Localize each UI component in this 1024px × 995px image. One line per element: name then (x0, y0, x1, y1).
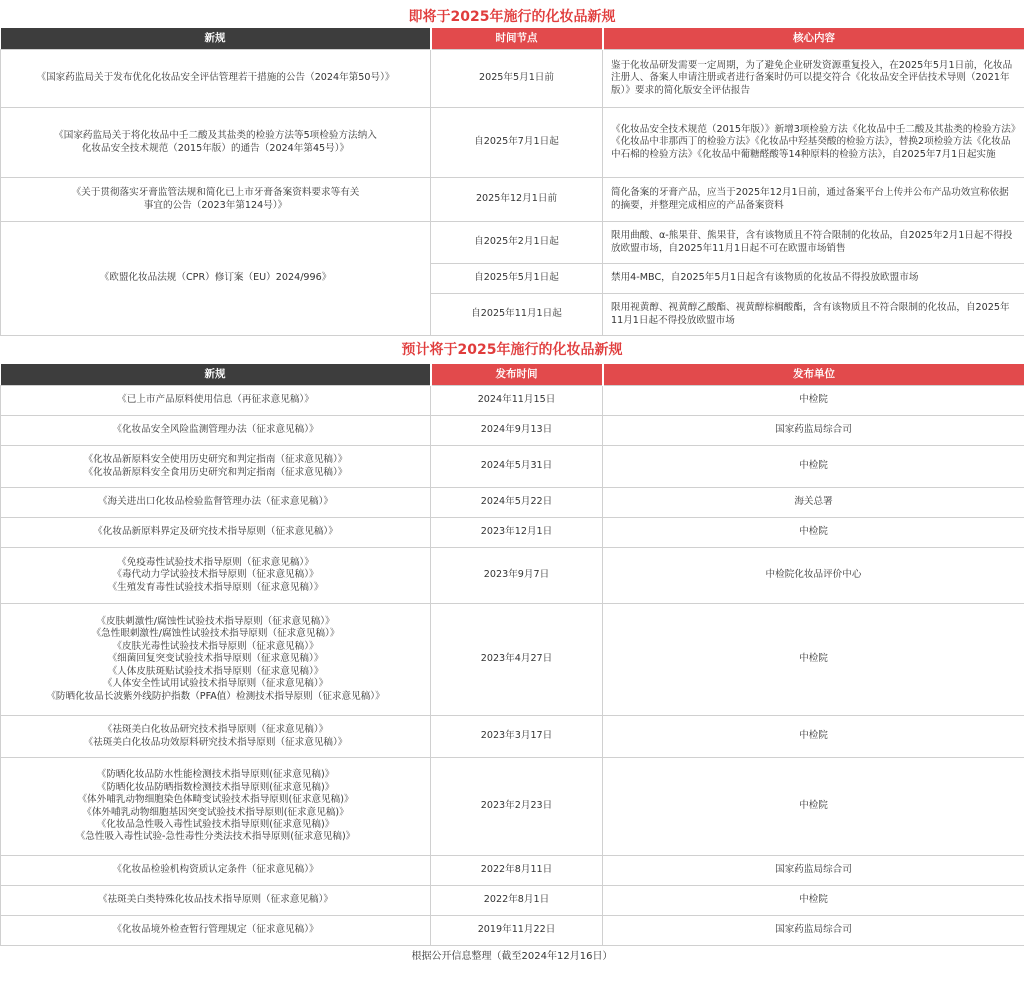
header-rule: 新规 (1, 364, 431, 386)
org-cell: 国家药监局综合司 (603, 856, 1024, 886)
org-cell: 中检院化妆品评价中心 (603, 548, 1024, 604)
org-cell: 国家药监局综合司 (603, 916, 1024, 946)
rule-cell: 《化妆品检验机构资质认定条件（征求意见稿）》 (1, 856, 431, 886)
footer-note: 根据公开信息整理（截至2024年12月16日） (411, 951, 613, 962)
org-cell: 中检院 (603, 716, 1024, 758)
table-row (1, 716, 1024, 758)
content-cell: 限用视黄醇、视黄醇乙酸酯、视黄醇棕榈酸酯，含有该物质且不符合限制的化妆品，自2025年11月1日起不得投放欧盟市场 (603, 294, 1024, 336)
table-row (1, 856, 1024, 886)
time-cell: 2025年12月1日前 (431, 178, 603, 222)
org-cell: 国家药监局综合司 (603, 416, 1024, 446)
table-row (1, 604, 1024, 716)
rule-cell: 《免疫毒性试验技术指导原则（征求意见稿）》 《毒代动力学试验技术指导原则（征求意见稿）》 《生殖发育毒性试验技术指导原则（征求意见稿）》 (1, 548, 431, 604)
date-cell: 2024年9月13日 (431, 416, 603, 446)
rule-cell: 《化妆品安全风险监测管理办法（征求意见稿）》 (1, 416, 431, 446)
rule-cell: 《祛斑美白类特殊化妆品技术指导原则（征求意见稿）》 (1, 886, 431, 916)
table-row (1, 548, 1024, 604)
table-row (1, 108, 1024, 178)
section1-header-row (1, 28, 1024, 50)
section2-title: 预计将于2025年施行的化妆品新规 (401, 342, 623, 358)
rule-cell: 《已上市产品原料使用信息（再征求意见稿）》 (1, 386, 431, 416)
date-cell: 2023年12月1日 (431, 518, 603, 548)
section2-table (0, 364, 1024, 946)
date-cell: 2024年11月15日 (431, 386, 603, 416)
rule-cell: 《化妆品新原料界定及研究技术指导原则（征求意见稿）》 (1, 518, 431, 548)
time-cell: 2025年5月1日前 (431, 50, 603, 108)
rule-cell: 《皮肤刺激性/腐蚀性试验技术指导原则（征求意见稿）》 《急性眼刺激性/腐蚀性试验技术指导原则（征求意见稿）》 《皮肤光毒性试验技术指导原则（征求意见稿）》 《细菌回复突变试验技术指导原则（征求意见稿）》 《人体皮肤斑贴试验技术指导原则（征求意见稿）》 《人体安全性试用试验技术指导原则（征求意见稿）》 《防晒化妆品长波紫外线防护指数（PFA值）检测技术指导原则（征求意见稿）》 (1, 604, 431, 716)
content-cell: 禁用4-MBC，自2025年5月1日起含有该物质的化妆品不得投放欧盟市场 (603, 264, 1024, 294)
eu-rule-cell: 《欧盟化妆品法规（CPR）修订案（EU）2024/996》 (1, 222, 431, 336)
section2-body (1, 386, 1024, 946)
rule-cell: 《国家药监局关于发布优化化妆品安全评估管理若干措施的公告（2024年第50号）》 (1, 50, 431, 108)
table-row (1, 416, 1024, 446)
time-cell: 自2025年2月1日起 (431, 222, 603, 264)
time-cell: 自2025年5月1日起 (431, 264, 603, 294)
content-cell: 限用曲酸、α-熊果苷、熊果苷，含有该物质且不符合限制的化妆品，自2025年2月1日起不得投放欧盟市场，自2025年11月1日起不可在欧盟市场销售 (603, 222, 1024, 264)
rule-cell: 《祛斑美白化妆品研究技术指导原则（征求意见稿）》 《祛斑美白化妆品功效原料研究技术指导原则（征求意见稿）》 (1, 716, 431, 758)
org-cell: 中检院 (603, 886, 1024, 916)
content-cell: 《化妆品安全技术规范（2015年版）》新增3项检验方法《化妆品中壬二酸及其盐类的检验方法》《化妆品中非那西丁的检验方法》《化妆品中羟基癸酸的检验方法》，替换2项检验方法《化妆品中石棉的检验方法》《化妆品中葡糖醛酸等14种原料的检验方法》，自2025年7月1日起实施 (603, 108, 1024, 178)
date-cell: 2019年11月22日 (431, 916, 603, 946)
table-row (1, 178, 1024, 222)
rule-cell: 《关于贯彻落实牙膏监管法规和简化已上市牙膏备案资料要求等有关事宜的公告（2023年第124号）》 (1, 178, 431, 222)
org-cell: 中检院 (603, 446, 1024, 488)
time-cell: 自2025年11月1日起 (431, 294, 603, 336)
section1-title: 即将于2025年施行的化妆品新规 (408, 9, 616, 25)
header-rule: 新规 (1, 28, 431, 50)
date-cell: 2023年3月17日 (431, 716, 603, 758)
header-org: 发布单位 (603, 364, 1024, 386)
header-content: 核心内容 (603, 28, 1024, 50)
rule-cell: 《化妆品境外检查暂行管理规定（征求意见稿）》 (1, 916, 431, 946)
table-row (1, 50, 1024, 108)
table-row (1, 386, 1024, 416)
rule-cell: 《防晒化妆品防水性能检测技术指导原则(征求意见稿)》 《防晒化妆品防晒指数检测技术指导原则(征求意见稿)》 《体外哺乳动物细胞染色体畸变试验技术指导原则(征求意见稿)》 《体外哺乳动物细胞基因突变试验技术指导原则(征求意见稿)》 《化妆品急性吸入毒性试验技术指导原则(征求意见稿)》 《急性吸入毒性试验-急性毒性分类法技术指导原则(征求意见稿)》 (1, 758, 431, 856)
rule-cell: 《化妆品新原料安全使用历史研究和判定指南（征求意见稿）》 《化妆品新原料安全食用历史研究和判定指南（征求意见稿）》 (1, 446, 431, 488)
table-row (1, 886, 1024, 916)
date-cell: 2022年8月1日 (431, 886, 603, 916)
date-cell: 2022年8月11日 (431, 856, 603, 886)
org-cell: 中检院 (603, 518, 1024, 548)
table-row (1, 222, 1024, 264)
table-row (1, 758, 1024, 856)
date-cell: 2024年5月31日 (431, 446, 603, 488)
section1-table (0, 28, 1024, 336)
header-date: 发布时间 (431, 364, 603, 386)
content-cell: 简化备案的牙膏产品，应当于2025年12月1日前，通过备案平台上传并公布产品功效宣称依据的摘要，并整理完成相应的产品备案资料 (603, 178, 1024, 222)
content-cell: 鉴于化妆品研发需要一定周期，为了避免企业研发资源重复投入，在2025年5月1日前，化妆品注册人、备案人申请注册或者进行备案时仍可以提交符合《化妆品安全评估技术导则（2021年版）》要求的简化版安全评估报告 (603, 50, 1024, 108)
org-cell: 中检院 (603, 758, 1024, 856)
header-time: 时间节点 (431, 28, 603, 50)
table-row (1, 916, 1024, 946)
table-row (1, 518, 1024, 548)
date-cell: 2023年9月7日 (431, 548, 603, 604)
table-row (1, 446, 1024, 488)
time-cell: 自2025年7月1日起 (431, 108, 603, 178)
date-cell: 2024年5月22日 (431, 488, 603, 518)
rule-cell: 《海关进出口化妆品检验监督管理办法（征求意见稿）》 (1, 488, 431, 518)
section2-header-row (1, 364, 1024, 386)
table-row (1, 488, 1024, 518)
org-cell: 中检院 (603, 604, 1024, 716)
org-cell: 海关总署 (603, 488, 1024, 518)
date-cell: 2023年4月27日 (431, 604, 603, 716)
date-cell: 2023年2月23日 (431, 758, 603, 856)
rule-cell: 《国家药监局关于将化妆品中壬二酸及其盐类的检验方法等5项检验方法纳入化妆品安全技术规范（2015年版）的通告（2024年第45号）》 (1, 108, 431, 178)
org-cell: 中检院 (603, 386, 1024, 416)
